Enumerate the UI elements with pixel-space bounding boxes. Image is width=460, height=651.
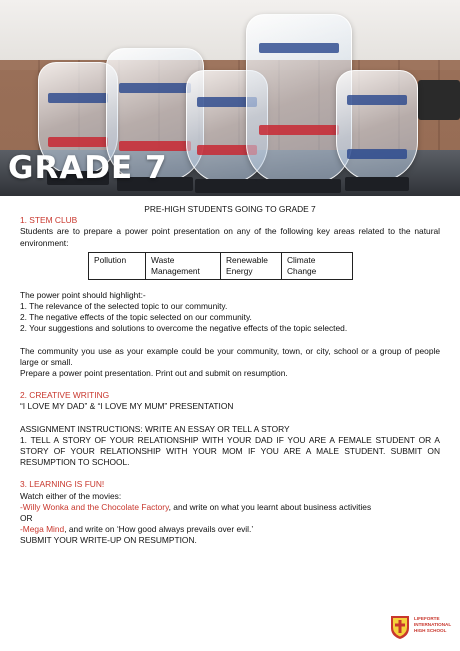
school-name-line-3: HIGH SCHOOL [414, 628, 447, 634]
hero-monitor [418, 80, 460, 120]
document-heading: PRE-HIGH STUDENTS GOING TO GRADE 7 [144, 204, 316, 214]
school-logo [390, 614, 452, 644]
movie-task-2: , and write on ‘How good always prevails over evil.’ [64, 524, 254, 535]
movie-title-mega-mind: -Mega Mind [20, 524, 65, 535]
section-creative-writing-title: 2. CREATIVE WRITING [20, 390, 110, 401]
topic-cell: Waste Management [146, 252, 221, 279]
section-stem-club-title: 1. STEM CLUB [20, 215, 78, 226]
list-item: 2. Your suggestions and solutions to overcome the negative effects of the topic selected. [20, 323, 348, 334]
creative-writing-subtitle: “I LOVE MY DAD” & “I LOVE MY MUM” PRESENTATION [20, 401, 234, 412]
movie-title-willy-wonka: -Willy Wonka and the Chocolate Factory [20, 501, 169, 512]
stem-intro: Students are to prepare a power point presentation on any of the following key areas related to the natural environment: [20, 226, 440, 248]
topic-cell: Renewable Energy [221, 252, 282, 279]
highlight-intro: The power point should highlight:- [20, 289, 146, 300]
hero-photo [0, 0, 460, 196]
school-crest-icon [390, 614, 410, 640]
submit-instruction: SUBMIT YOUR WRITE-UP ON RESUMPTION. [20, 535, 197, 546]
stem-instruction: Prepare a power point presentation. Print out and submit on resumption. [20, 368, 288, 379]
or-separator: OR [20, 513, 33, 524]
table-row [89, 252, 353, 279]
movie-option-2 [20, 524, 440, 535]
topic-cell: Climate Change [282, 252, 353, 279]
list-item: 2. The negative effects of the topic selected on our community. [20, 312, 252, 323]
grade-title: GRADE 7 [8, 150, 168, 186]
movies-intro: Watch either of the movies: [20, 490, 122, 501]
assignment-title: ASSIGNMENT INSTRUCTIONS: WRITE AN ESSAY OR TELL A STORY [20, 423, 290, 434]
school-name-line-1: LIFEFORTE [414, 616, 440, 621]
school-name-line-2: INTERNATIONAL [414, 622, 452, 628]
topic-cell: Pollution [89, 252, 146, 279]
assignment-text: 1. TELL A STORY OF YOUR RELATIONSHIP WITH YOUR DAD IF YOU ARE A FEMALE STUDENT OR A STORY OF YOUR RELATIONSHIP WITH YOUR MOM IF YOU ARE A MALE STUDENT. SUBMIT ON RESUMPTION TO SCHOOL. [20, 434, 440, 468]
topics-table [88, 252, 353, 280]
list-item: 1. The relevance of the selected topic to our community. [20, 301, 228, 312]
trophy-5 [336, 70, 418, 182]
document-body [20, 204, 440, 547]
movie-option-1 [20, 502, 440, 513]
community-note: The community you use as your example could be your community, town, or city, school or a group of people large or small. [20, 345, 440, 367]
movie-task-1: , and write on what you learnt about business activities [168, 501, 372, 512]
section-learning-fun-title: 3. LEARNING IS FUN! [20, 479, 105, 490]
school-name [414, 616, 454, 635]
